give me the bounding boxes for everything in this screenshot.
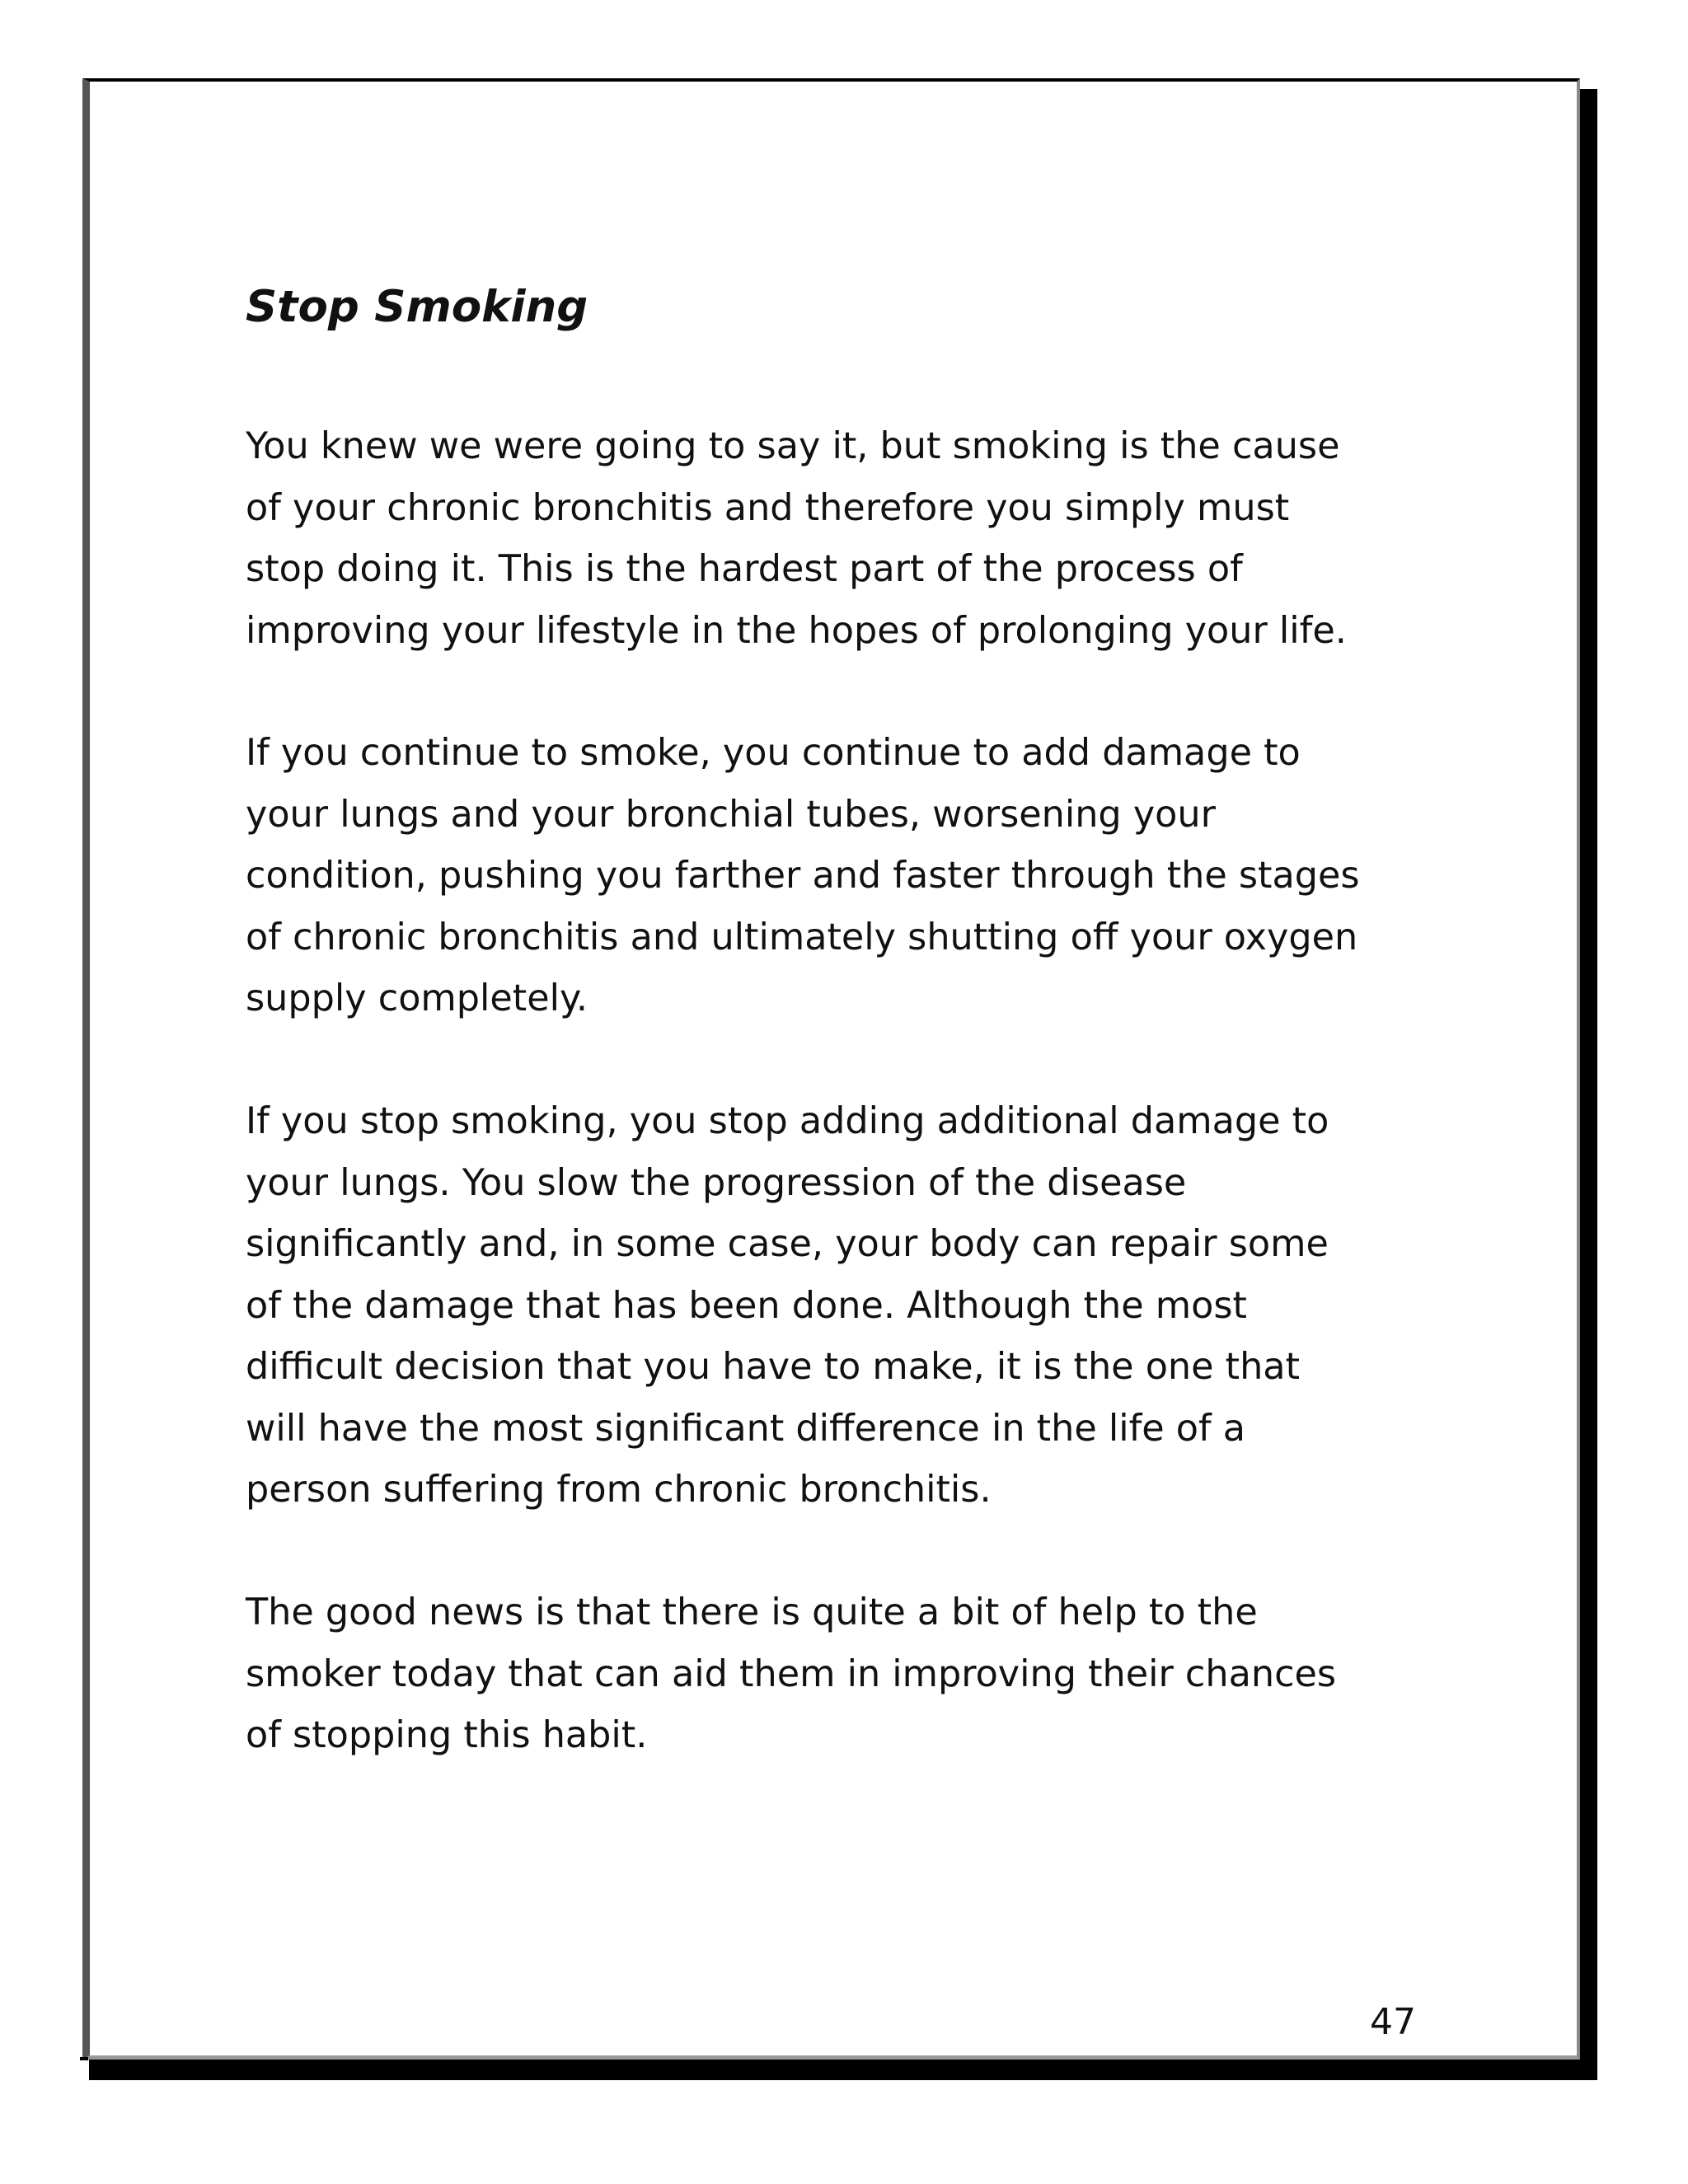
section-heading: Stop Smoking [246,282,588,332]
paragraph-4: The good news is that there is quite a bit of help to the smoker today that can aid them in improving their chances of stopping this habit. [246,1591,1337,1756]
paragraph-2: If you continue to smoke, you continue to add damage to your lungs and your bronchial tubes, worsening your condition, pushing you farther and faster through the stages of chronic bronchitis and ultimately shutting off your oxygen supply completely. [246,732,1360,1019]
paragraph-3: If you stop smoking, you stop adding additional damage to your lungs. You slow the progression of the disease significantly and, in some case, your body can repair some of the damage that has been done. Although the most difficult decision that you have to make, it is the one that will have the most significant difference in the life of a person suffering from chronic bronchitis. [246,1100,1329,1511]
frame-corner-mark [80,2057,88,2060]
page-number: 47 [1370,2001,1416,2043]
paragraph-1: You knew we were going to say it, but smoking is the cause of your chronic bronchitis and therefore you simply must stop doing it. This is the hardest part of the process of improving your lifestyle in the hopes of prolonging your life. [246,425,1347,652]
